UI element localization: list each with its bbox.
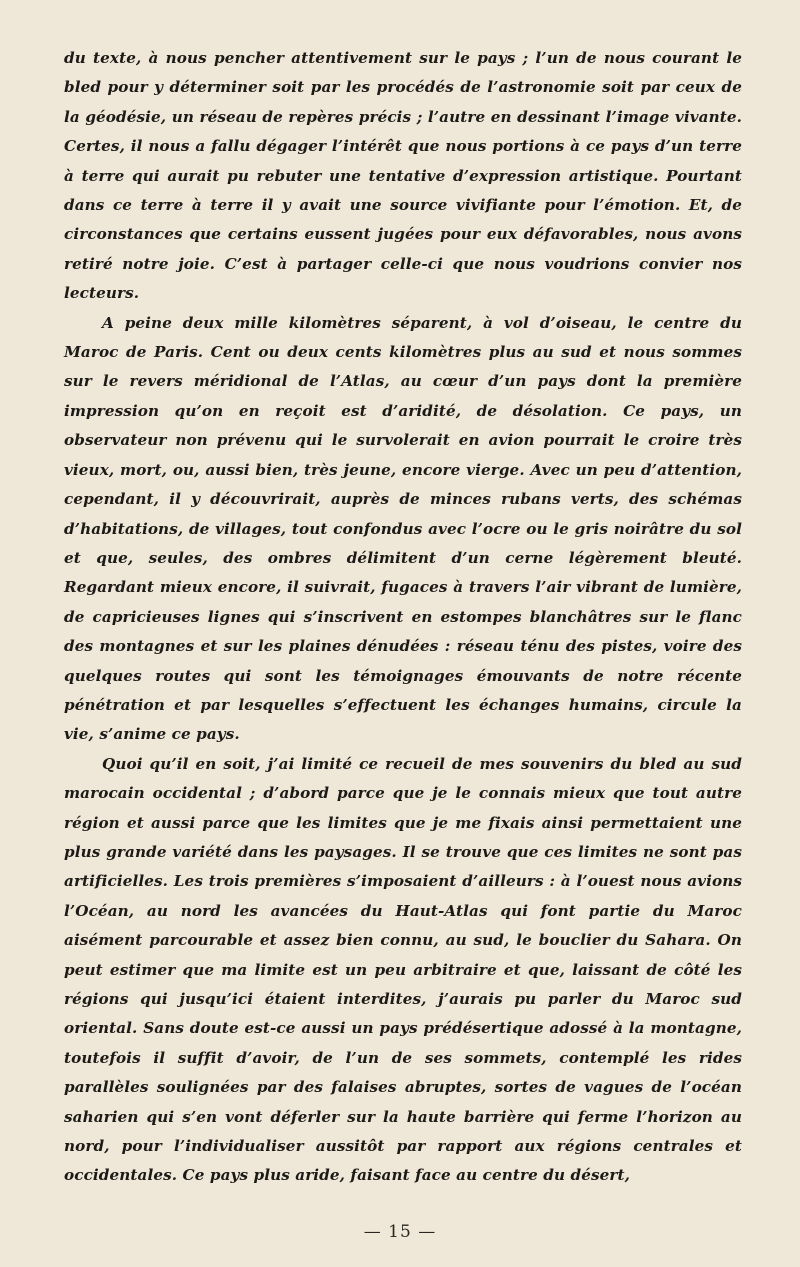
body-text xyxy=(64,44,742,1191)
page-number: — 15 — xyxy=(363,1222,437,1242)
paragraph-continuation: du texte, à nous pencher attentivement sur le pays ; l’un de nous courant le bled pour y déterminer soit par les procédés de l’astronomie soit par ceux de la géodésie, un réseau de repères précis ; l’autre en dessinant l’image vivante. Certes, il nous a fallu dégager l’intérêt que nous portions à ce pays d’un terre à terre qui aurait pu rebuter une tentative d’expression artistique. Pourtant dans ce terre à terre il y avait une source vivifiante pour l’émotion. Et, de circonstances que certains eussent jugées pour eux défavorables, nous avons retiré notre joie. C’est à partager celle-ci que nous voudrions convier nos lecteurs. xyxy=(64,49,742,303)
paragraph-maroc-distance: A peine deux mille kilomètres séparent, à vol d’oiseau, le centre du Maroc de Paris. Cent ou deux cents kilomètres plus au sud et nous sommes sur le revers méridional de l’Atlas, au cœur d’un pays dont la première impression qu’on en reçoit est d’aridité, de désolation. Ce pays, un observateur non prévenu qui le survolerait en avion pourrait le croire très vieux, mort, ou, aussi bien, très jeune, encore vierge. Avec un peu d’attention, cependant, il y découvrirait, auprès de minces rubans verts, des schémas d’habitations, de villages, tout confondus avec l’ocre ou le gris noirâtre du sol et que, seules, des ombres délimitent d’un cerne légèrement bleuté. Regardant mieux encore, il suivrait, fugaces à travers l’air vibrant de lumière, de capricieuses lignes qui s’inscrivent en estompes blanchâtres sur le flanc des montagnes et sur les plaines dénudées : réseau ténu des pistes, voire des quelques routes qui sont les témoignages émouvants de notre récente pénétration et par lesquelles s’effectuent les échanges humains, circule la vie, s’anime ce pays. xyxy=(64,313,742,744)
paragraph-limites: Quoi qu’il en soit, j’ai limité ce recueil de mes souvenirs du bled au sud marocain occidental ; d’abord parce que je le connais mieux que tout autre région et aussi parce que les limites que je me fixais ainsi permettaient une plus grande variété dans les paysages. Il se trouve que ces limites ne sont pas artificielles. Les trois premières s’imposaient d’ailleurs : à l’ouest nous avions l’Océan, au nord les avancées du Haut-Atlas qui font partie du Maroc aisément parcourable et assez bien connu, au sud, le bouclier du Sahara. On peut estimer que ma limite est un peu arbitraire et que, laissant de côté les régions qui jusqu’ici étaient interdites, j’aurais pu parler du Maroc sud oriental. Sans doute est-ce aussi un pays prédésertique adossé à la montagne, toutefois il suffit d’avoir, de l’un de ses sommets, contemplé les rides parallèles soulignées par des falaises abruptes, sortes de vagues de l’océan saharien qui s’en vont déferler sur la haute barrière qui ferme l’horizon au nord, pour l’individualiser aussitôt par rapport aux régions centrales et occidentales. Ce pays plus aride, faisant face au centre du désert, xyxy=(64,754,742,1185)
